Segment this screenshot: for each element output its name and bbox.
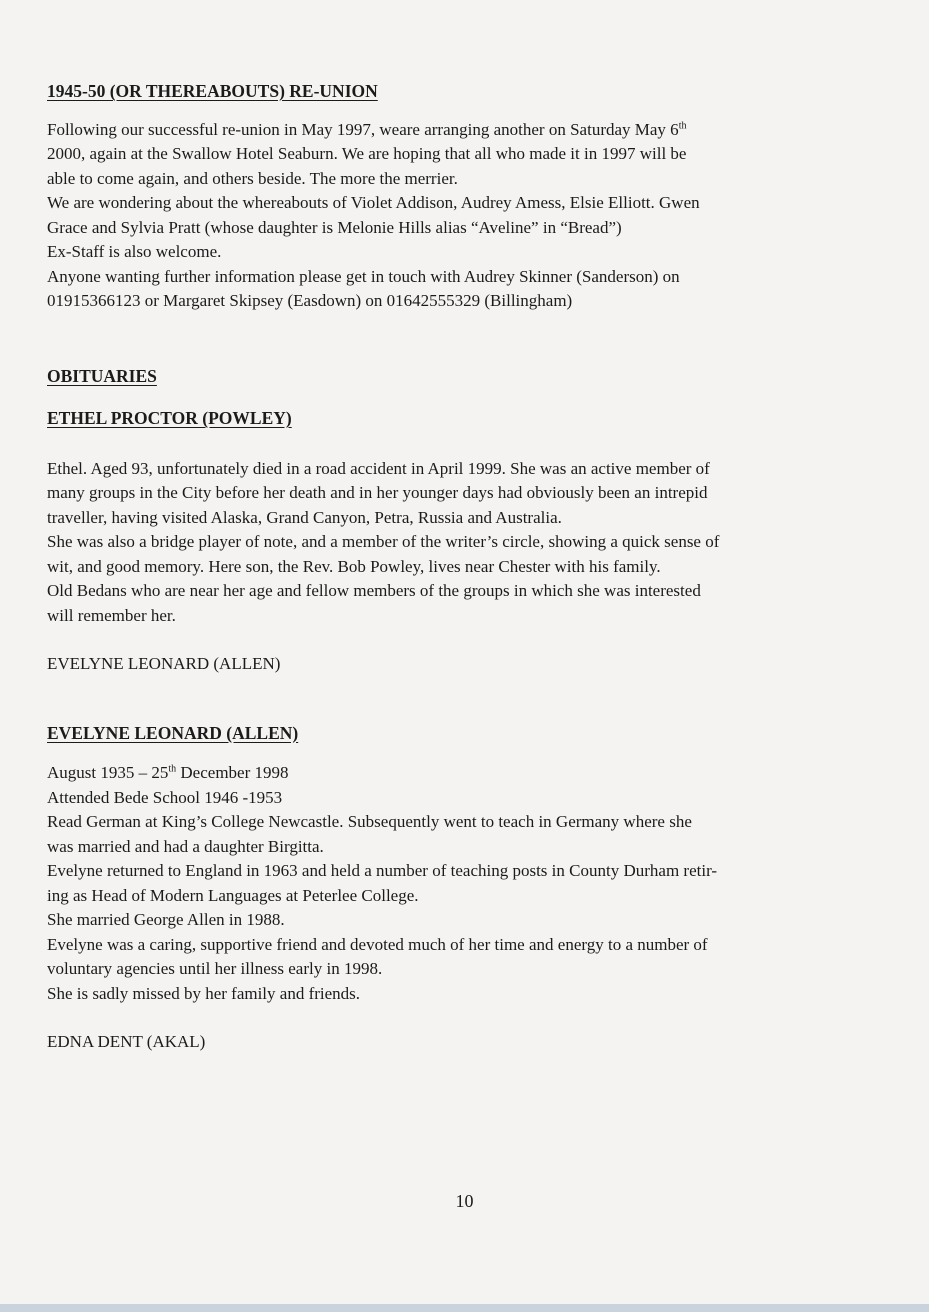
reunion-body	[47, 118, 877, 314]
evelyne-line: She married George Allen in 1988.	[47, 910, 285, 929]
reunion-line: Following our successful re-union in May 1997, weare arranging another on Saturday May 6th	[47, 119, 687, 139]
evelyne-line: ing as Head of Modern Languages at Peterlee College.	[47, 885, 419, 905]
ethel-signature: EVELYNE LEONARD (ALLEN)	[47, 654, 281, 673]
ethel-line: Ethel. Aged 93, unfortunately died in a road accident in April 1999. She was an active member of	[47, 458, 710, 478]
evelyne-signature: EDNA DENT (AKAL)	[47, 1032, 206, 1051]
evelyne-line: Read German at King’s College Newcastle. Subsequently went to teach in Germany where she	[47, 812, 692, 831]
reunion-heading: 1945-50 (OR THEREABOUTS) RE-UNION	[47, 81, 378, 101]
ethel-body	[47, 457, 877, 629]
evelyne-line: Evelyne returned to England in 1963 and held a number of teaching posts in County Durham retir-	[47, 861, 718, 880]
evelyne-line: Attended Bede School 1946 -1953	[47, 787, 283, 807]
ethel-line: will remember her.	[47, 605, 176, 625]
page-number: 10	[455, 1191, 474, 1211]
reunion-line: 2000, again at the Swallow Hotel Seaburn. We are hoping that all who made it in 1997 will be	[47, 144, 687, 163]
ethel-line: wit, and good memory. Here son, the Rev. Bob Powley, lives near Chester with his family.	[47, 556, 661, 576]
evelyne-body	[47, 761, 877, 1006]
reunion-line: We are wondering about the whereabouts of Violet Addison, Audrey Amess, Elsie Elliott. Gwen	[47, 193, 700, 212]
ethel-heading: ETHEL PROCTOR (POWLEY)	[47, 408, 292, 428]
evelyne-line: She is sadly missed by her family and friends.	[47, 983, 361, 1003]
ethel-line: Old Bedans who are near her age and fellow members of the groups in which she was interested	[47, 581, 701, 600]
evelyne-line: voluntary agencies until her illness early in 1998.	[47, 959, 383, 978]
obituaries-heading: OBITUARIES	[47, 365, 157, 386]
page-content	[47, 79, 877, 1055]
reunion-line: able to come again, and others beside. The more the merrier.	[47, 168, 458, 188]
ethel-line: She was also a bridge player of note, and a member of the writer’s circle, showing a quick sense of	[47, 532, 720, 551]
evelyne-line: was married and had a daughter Birgitta.	[47, 836, 324, 856]
scan-edge	[0, 1304, 929, 1312]
evelyne-line: Evelyne was a caring, supportive friend and devoted much of her time and energy to a number of	[47, 934, 708, 954]
reunion-line: Anyone wanting further information please get in touch with Audrey Skinner (Sanderson) on	[47, 266, 680, 286]
evelyne-dates: August 1935 – 25th December 1998	[47, 763, 289, 782]
ethel-line: traveller, having visited Alaska, Grand Canyon, Petra, Russia and Australia.	[47, 507, 562, 527]
ethel-line: many groups in the City before her death and in her younger days had obviously been an intrepid	[47, 483, 708, 502]
reunion-line: Ex-Staff is also welcome.	[47, 242, 222, 261]
evelyne-heading: EVELYNE LEONARD (ALLEN)	[47, 722, 299, 743]
reunion-line: Grace and Sylvia Pratt (whose daughter is Melonie Hills alias “Aveline” in “Bread”)	[47, 217, 622, 237]
reunion-line: 01915366123 or Margaret Skipsey (Easdown) on 01642555329 (Billingham)	[47, 291, 573, 310]
